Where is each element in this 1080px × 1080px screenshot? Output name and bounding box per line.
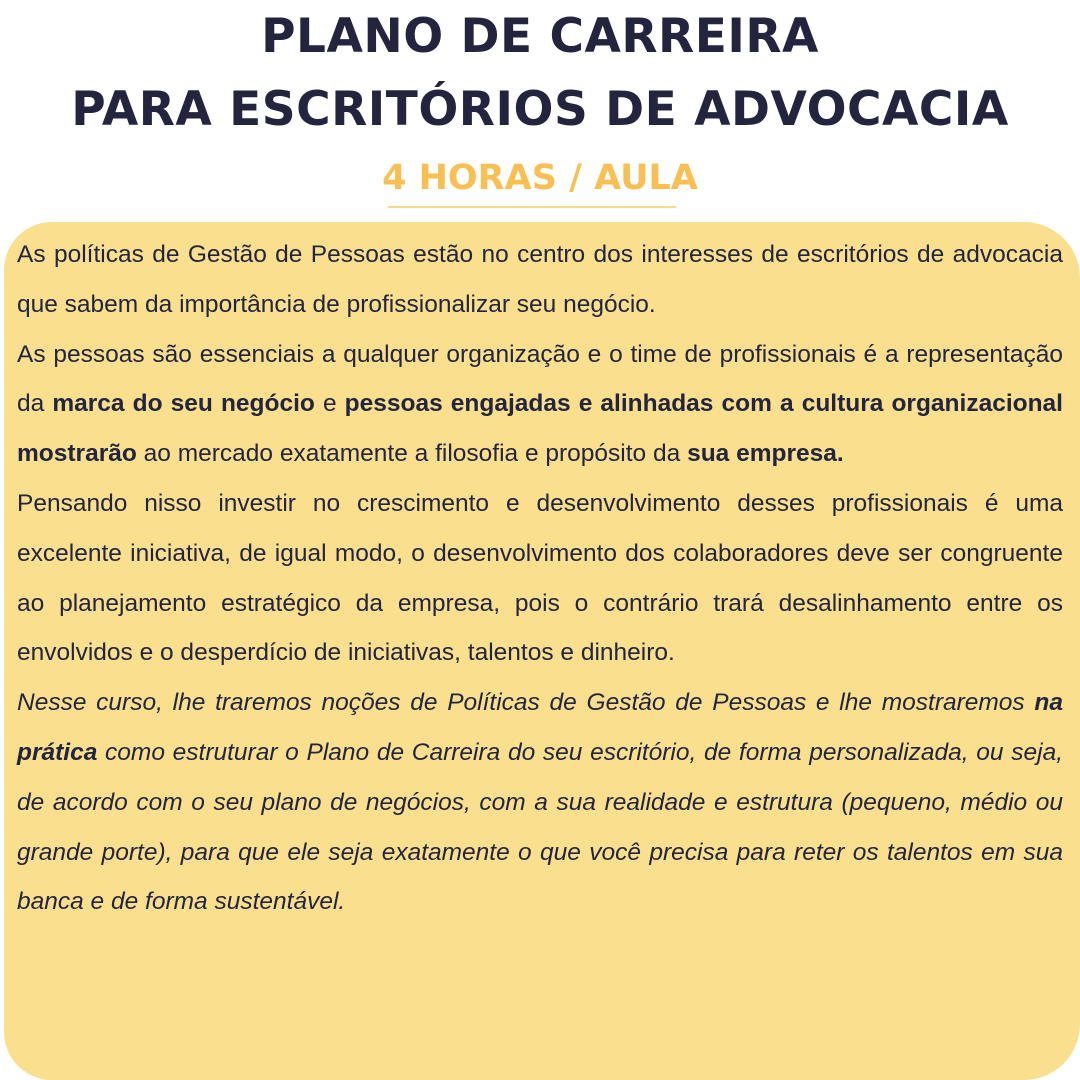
course-description [17, 230, 1063, 927]
paragraph-people-text-1: As pessoas são essenciais a qualquer organização e o time de profissionais é a representação da [17, 340, 1063, 418]
paragraph-people-text-3: ao mercado exatamente a filosofia e propósito da [136, 440, 688, 468]
paragraph-people-text-2: e [314, 390, 345, 418]
highlight-brand: marca do seu negócio [52, 390, 315, 418]
paragraph-course-text-2: como estruturar o Plano de Carreira do seu escritório, de forma personalizada, ou seja, de acordo com o seu plano de negócios, com a sua realidade e estrutura (pequeno, médio ou grande porte), para que ele seja exatamente o que você precisa para reter os talentos em sua banca e de forma sustentável. [17, 738, 1063, 916]
paragraph-people [17, 330, 1063, 479]
highlight-engaged-people: pessoas engajadas e alinhadas com a cultura organizacional mostrarão [17, 390, 1063, 468]
highlight-company: sua empresa. [687, 440, 844, 468]
title-line-2: PARA ESCRITÓRIOS DE ADVOCACIA [71, 82, 1009, 137]
subtitle-hours: 4 HORAS / AULA [382, 158, 698, 198]
paragraph-course-text-1: Nesse curso, lhe traremos noções de Políticas de Gestão de Pessoas e lhe mostraremos [17, 689, 1035, 717]
paragraph-intro: As políticas de Gestão de Pessoas estão no centro dos interesses de escritórios de advocacia que sabem da importância de profissionalizar seu negócio. [17, 241, 1063, 318]
paragraph-development: Pensando nisso investir no crescimento e desenvolvimento desses profissionais é uma excelente iniciativa, de igual modo, o desenvolvimento dos colaboradores deve ser congruente ao planejamento estratégico da empresa, pois o contrário trará desalinhamento entre os envolvidos e o desperdício de iniciativas, talentos e dinheiro. [17, 489, 1063, 667]
title-line-1: PLANO DE CARREIRA [261, 9, 819, 64]
paragraph-course [17, 678, 1063, 927]
subtitle-underline [388, 206, 676, 208]
highlight-practice: na prática [17, 689, 1063, 766]
